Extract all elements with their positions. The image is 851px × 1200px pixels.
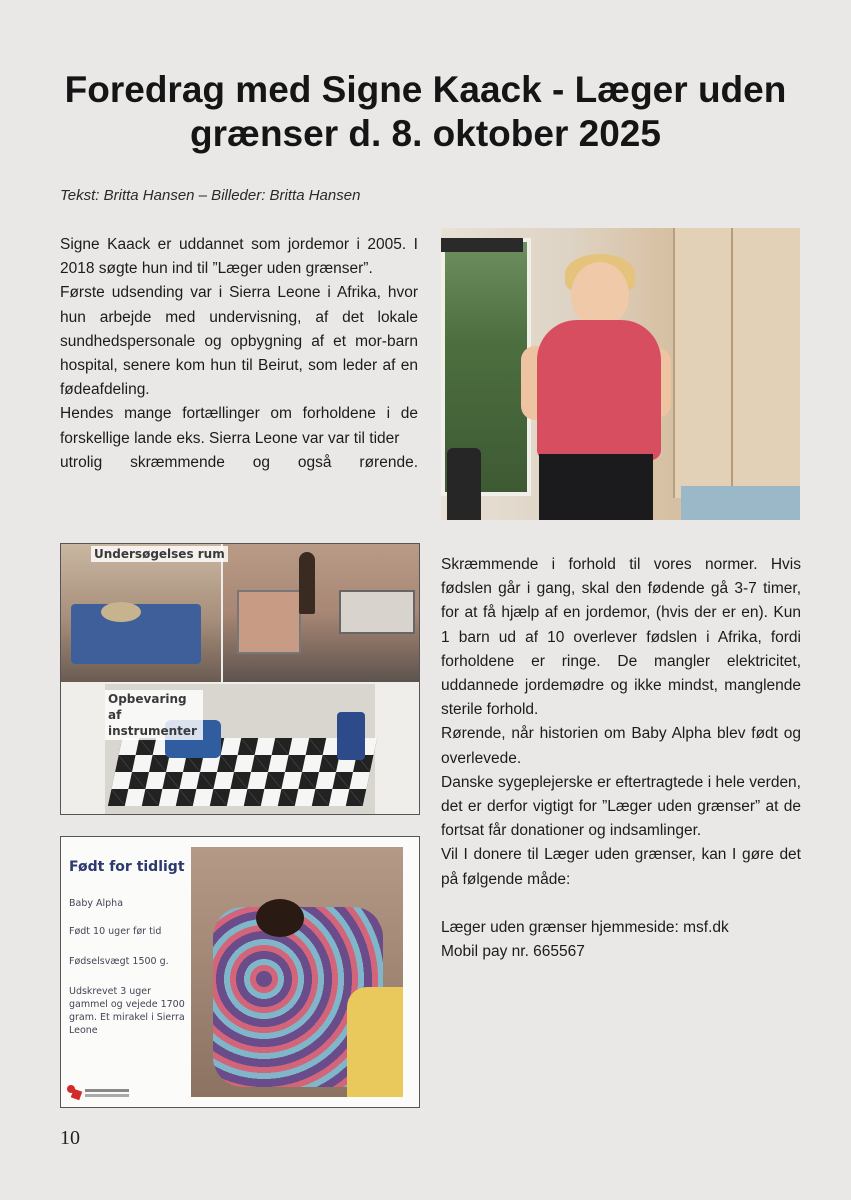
baby-alpha-slide-photo [60, 836, 420, 1108]
msf-logo-icon [67, 1085, 81, 1099]
page-number: 10 [60, 1127, 80, 1149]
logo-text-strip [85, 1089, 129, 1092]
paragraph: Vil I donere til Læger uden grænser, kan I gøre det på følgende måde: [441, 846, 801, 888]
slide-line: Født 10 uger før tid [69, 926, 162, 937]
paragraph: Danske sygeplejerske er eftertragtede i hele verden, det er derfor vigtigt for ”Læger uden grænser” at de fortsat får donationer og indsamlinger. [441, 773, 801, 840]
paragraph: Hendes mange fortællinger om forholdene i de forskellige lande eks. Sierra Leone var var til tider [60, 405, 418, 447]
speaker-photo [441, 228, 800, 520]
left-text-column [60, 233, 418, 475]
contact-mobilepay: Mobil pay nr. 665567 [441, 943, 585, 961]
slide-line: Baby Alpha [69, 898, 124, 909]
right-text-column [441, 553, 801, 964]
paragraph: utrolig skræmmende og også rørende. [60, 453, 418, 471]
slide-line: Udskrevet 3 uger gammel og vejede 1700 gram. Et mirakel i Sierra Leone [69, 986, 185, 1036]
paragraph: Skræmmende i forhold til vores normer. Hvis fødslen går i gang, skal den fødende gå 3-7 timer, for at få hjælp af en jordemor, (hvis der er en). Kun 1 barn ud af 10 overlever fødslen i Afrika, fordi forholdene er ringe. De mangler elektricitet, uddannede jordemødre og ikke mindst, manglende sterile forhold. [441, 556, 801, 719]
article-credits: Tekst: Britta Hansen – Billeder: Britta Hansen [60, 187, 361, 204]
photo-label-exam-room: Undersøgelses rum [91, 546, 228, 562]
paragraph: Signe Kaack er uddannet som jordemor i 2005. I 2018 søgte hun ind til ”Læger uden grænser”. [60, 236, 418, 278]
paragraph: Rørende, når historien om Baby Alpha blev født og overlevede. [441, 725, 801, 767]
photo-label-storage [105, 690, 203, 740]
photo-label-storage-text: Opbevaring af instrumenter [108, 692, 197, 738]
article-title: Foredrag med Signe Kaack - Læger uden grænser d. 8. oktober 2025 [64, 69, 787, 154]
clinic-rooms-photo [60, 543, 420, 815]
slide-line: Fødselsvægt 1500 g. [69, 956, 169, 967]
contact-website: Læger uden grænser hjemmeside: msf.dk [441, 918, 729, 936]
paragraph: Første udsending var i Sierra Leone i Afrika, hvor hun arbejde med undervisning, af det lokale sundhedspersonale og opbygning af et mor-barn hospital, senere kom hun til Beirut, som leder af en fødeafdeling. [60, 284, 418, 399]
slide-title: Født for tidligt [69, 859, 185, 875]
